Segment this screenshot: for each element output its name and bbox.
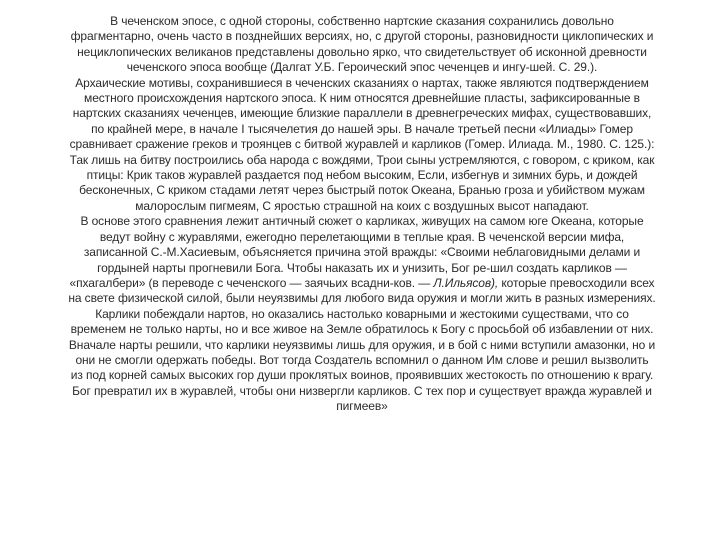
paragraph-iliad-quote: Так лишь на битву построились оба народа с вождями, Трои сыны устремляются, с говором, с криком, как птицы: Крик таков журавлей раздается под небом высоким, Если, избегнув и зимних бурь, и дождей бесконечных, С криком стадами летят через быстрый поток Океана, Бранью гроза и убийством мужам малорослым пигмеям, С яростью страшной на коих с воздушных высот нападают.	[69, 152, 655, 213]
paragraph-pygmy-myth-start: В основе этого сравнения лежит античный сюжет о карликах, живущих на самом юге Океана, которые ведут войну с журавлями, ежегодно перелетающими в теплые края. В чеченской версии мифа, записанной С.-М.Хасиевым, объясняется причина этой вражды: «Своими неблаговидными делами и гордыней нарты прогневили Бога. Чтобы наказать их и унизить, Бог ре-шил создать карликов — «пхагалбери» (в переводе с чеченского — заячьих всадни-ков. —	[69, 214, 644, 290]
paragraph-archaic-motifs: Архаические мотивы, сохранившиеся в чеченских сказаниях о нартах, также являются подтверждением местного происхождения нартского эпоса. К ним относятся древнейшие пласты, зафиксированные в нартских сказаниях чеченцев, имеющие близкие параллели в древнегреческих мифах, существовавших, по крайней мере, в начале I тысячелетия до нашей эры. В начале третьей песни «Илиады» Гомер сравнивает сражение греков и троянцев с битвой журавлей и карликов (Гомер. Илиада. М., 1980. С. 125.):	[69, 75, 655, 152]
paragraph-epic-fragments: В чеченском эпосе, с одной стороны, собственно нартские сказания сохранились довольно фрагментарно, очень часто в позднейших версиях, но, с другой стороны, разновидности циклопических и нециклопических великанов представлены довольно ярко, что свидетельствует об исконной древности чеченского эпоса вообще (Далгат У.Б. Героический эпос чеченцев и ингу-шей. С. 29.).	[70, 14, 654, 75]
author-attribution: Л.Ильясов),	[433, 275, 499, 290]
paragraph-pygmy-myth-end: которые превосходили всех на свете физической силой, были неуязвимы для любого вида оружия и могли жить в разных измерениях. Карлики побеждали нартов, но оказались настолько коварными и жестокими существами, что со временем не только нарты, но и все живое на Земле обратилось к Богу с просьбой об избавлении от них. Вначале нарты решили, что карлики неуязвимы лишь для оружия, и в бой с ними вступили амазонки, но и они не смогли одержать победы. Вот тогда Создатель вспомнил о данном Им слове и решил вызволить из под корней самых высоких гор души проклятых воинов, проявивших жестокость по отношению к врагу. Бог превратил их в журавлей, чтобы они низвергли карликов. С тех пор и существует вражда журавлей и пигмеев»	[68, 275, 656, 414]
paragraph-pygmy-myth	[68, 214, 656, 414]
document-body	[68, 14, 656, 415]
